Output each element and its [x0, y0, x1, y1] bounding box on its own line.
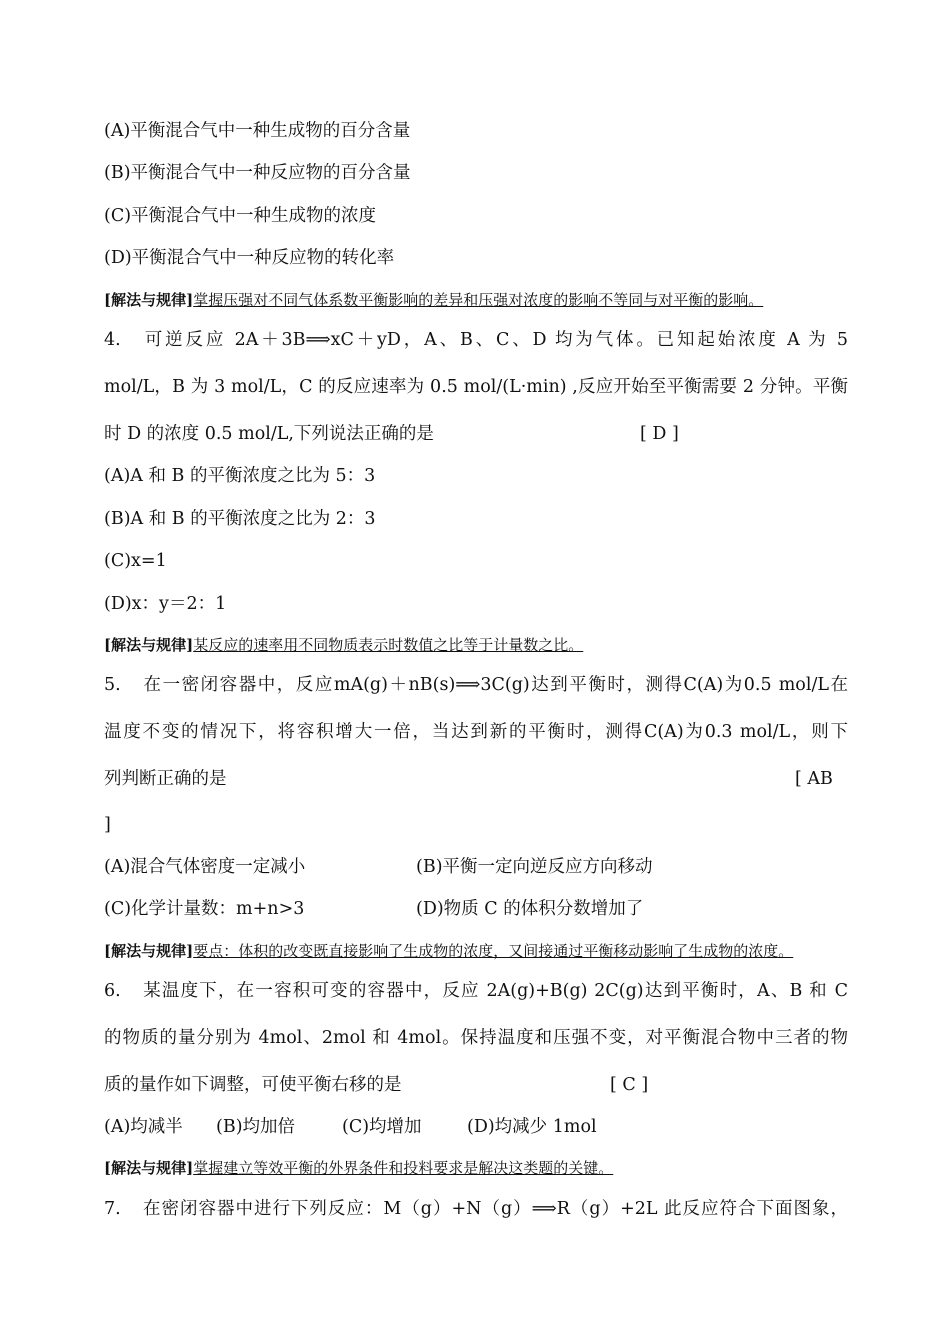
- q6-answer: [ C ]: [610, 1075, 649, 1095]
- q6-option-c: (C)均增加: [342, 1117, 422, 1137]
- q3-option-c: (C)平衡混合气中一种生成物的浓度: [104, 206, 377, 226]
- q5-line-3: 列判断正确的是: [104, 769, 227, 789]
- q5-option-d: (D)物质 C 的体积分数增加了: [416, 899, 644, 919]
- rule-tag: [解法与规律]: [104, 942, 194, 960]
- q6-number: 6.: [104, 981, 121, 1001]
- q3-rule: [104, 290, 763, 310]
- q3-option-b: (B)平衡混合气中一种反应物的百分含量: [104, 163, 411, 183]
- q4-option-c: (C)x=1: [104, 551, 167, 571]
- q6-option-d: (D)均减少 1mol: [467, 1117, 597, 1137]
- q4-line-2: mol/L，B 为 3 mol/L，C 的反应速率为 0.5 mol/(L·min) ,反应开始至平衡需要 2 分钟。平衡: [104, 377, 848, 397]
- q6-line-3: 质的量作如下调整，可使平衡右移的是: [104, 1075, 402, 1095]
- rule-text: 掌握建立等效平衡的外界条件和投料要求是解决这类题的关键。: [193, 1159, 614, 1177]
- q7-number: 7.: [104, 1199, 121, 1219]
- q5-number: 5.: [104, 675, 121, 695]
- q5-option-b: (B)平衡一定向逆反应方向移动: [416, 857, 653, 877]
- q4-line-1: [104, 328, 848, 352]
- q5-option-c: (C)化学计量数：m+n>3: [104, 899, 305, 919]
- q4-stem-1: 可逆反应 2A＋3B⟹xC＋yD，A、B、C、D 均为气体。已知起始浓度 A 为 5: [142, 330, 848, 350]
- q4-line-3: 时 D 的浓度 0.5 mol/L,下列说法正确的是: [104, 424, 434, 444]
- q4-option-d: (D)x：y＝2：1: [104, 594, 227, 614]
- q5-answer: [ AB: [795, 769, 833, 789]
- rule-tag: [解法与规律]: [104, 1159, 194, 1177]
- q5-answer-close: ]: [104, 815, 111, 835]
- q4-answer: [ D ]: [640, 424, 679, 444]
- rule-text: 掌握压强对不同气体系数平衡影响的差异和压强对浓度的影响不等同与对平衡的影响。: [193, 291, 764, 309]
- q5-line-1: [104, 673, 848, 697]
- q4-rule: [104, 635, 583, 655]
- q7-stem-1: 在密闭容器中进行下列反应：M（g）+N（g）⟹R（g）+2L 此反应符合下面图象，: [142, 1199, 848, 1219]
- q6-line-1: [104, 979, 848, 1003]
- q7-line-1: [104, 1197, 848, 1221]
- q6-line-2: 的物质的量分别为 4mol、2mol 和 4mol。保持温度和压强不变，对平衡混合物中三者的物: [104, 1028, 848, 1048]
- q6-stem-1: 某温度下，在一容积可变的容器中，反应 2A(g)+B(g) 2C(g)达到平衡时，A、B 和 C: [142, 981, 848, 1001]
- q3-option-d: (D)平衡混合气中一种反应物的转化率: [104, 248, 395, 268]
- q4-option-b: (B)A 和 B 的平衡浓度之比为 2：3: [104, 509, 376, 529]
- rule-text: 要点：体积的改变既直接影响了生成物的浓度，又间接通过平衡移动影响了生成物的浓度。: [193, 942, 794, 960]
- q5-option-a: (A)混合气体密度一定减小: [104, 857, 306, 877]
- q5-stem-1: 在一密闭容器中，反应mA(g)＋nB(s)⟹3C(g)达到平衡时，测得C(A)为0.5 mol/L在: [142, 675, 848, 695]
- q6-option-b: (B)均加倍: [216, 1117, 296, 1137]
- rule-text: 某反应的速率用不同物质表示时数值之比等于计量数之比。: [193, 636, 584, 654]
- q4-number: 4.: [104, 330, 121, 350]
- q4-option-a: (A)A 和 B 的平衡浓度之比为 5：3: [104, 466, 376, 486]
- rule-tag: [解法与规律]: [104, 636, 194, 654]
- q6-option-a: (A)均减半: [104, 1117, 183, 1137]
- q5-rule: [104, 941, 793, 961]
- q6-rule: [104, 1158, 613, 1178]
- q5-line-2: 温度不变的情况下，将容积增大一倍，当达到新的平衡时，测得C(A)为0.3 mol/L，则下: [104, 722, 848, 742]
- q3-option-a: (A)平衡混合气中一种生成物的百分含量: [104, 121, 411, 141]
- rule-tag: [解法与规律]: [104, 291, 194, 309]
